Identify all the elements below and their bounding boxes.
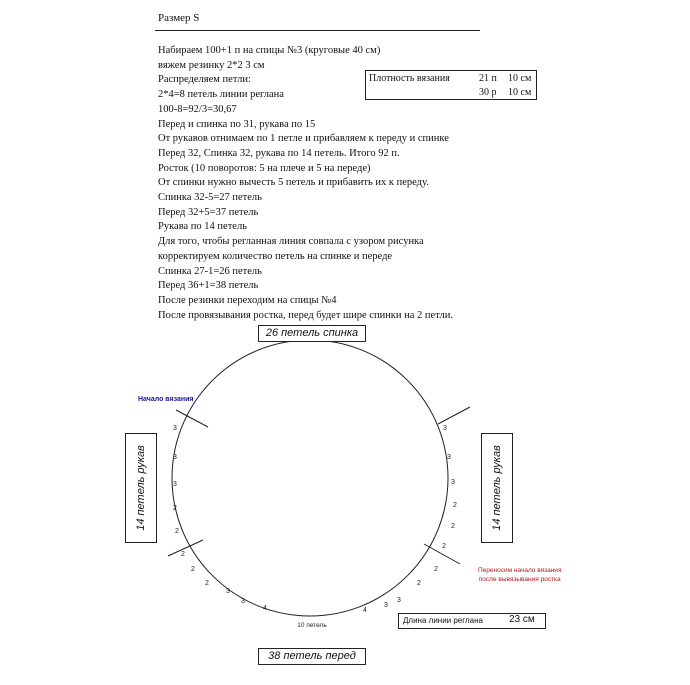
raglan-length-label: Длина линии реглана: [403, 616, 483, 625]
density-stitches: 21 п: [479, 73, 497, 84]
yoke-circle: [172, 340, 448, 616]
stitch-count-number: 2: [205, 580, 209, 587]
instruction-line: Перед 36+1=38 петель: [158, 280, 259, 292]
move-start-note: [478, 566, 561, 584]
density-height: 10 см: [508, 87, 532, 98]
stitch-count-number: 4: [263, 605, 267, 612]
instruction-line: От рукавов отнимаем по 1 петле и прибавляем к переду и спинке: [158, 133, 449, 145]
stitch-count-number: 2: [175, 528, 179, 535]
instruction-line: Спинка 32-5=27 петель: [158, 192, 262, 204]
right-sleeve-box: [481, 433, 513, 543]
stitch-count-number: 3: [173, 481, 177, 488]
move-start-line: после вывязывания ростка: [478, 576, 561, 583]
instruction-line: 2*4=8 петель линии реглана: [158, 89, 284, 101]
left-sleeve-label: 14 петель рукав: [135, 445, 147, 531]
stitch-count-number: 2: [451, 523, 455, 530]
raglan-length-value: 23 см: [509, 614, 535, 625]
right-sleeve-label: 14 петель рукав: [491, 445, 503, 531]
stitch-count-number: 3: [226, 588, 230, 595]
instruction-line: Спинка 27-1=26 петель: [158, 265, 262, 277]
raglan-length-box: [398, 613, 546, 629]
stitch-count-number: 4: [363, 607, 367, 614]
front-label: 38 петель перед: [258, 648, 366, 665]
stitch-count-number: 2: [434, 566, 438, 573]
left-sleeve-box: [125, 433, 157, 543]
back-label: 26 петель спинка: [258, 325, 366, 342]
stitch-count-number: 3: [173, 454, 177, 461]
instruction-line: Для того, чтобы регланная линия совпала с узором рисунка: [158, 236, 424, 248]
stitch-count-number: 3: [397, 597, 401, 604]
density-rows: 30 р: [479, 87, 497, 98]
stitch-count-numbers: [173, 425, 457, 614]
instruction-line: Перед 32, Спинка 32, рукава по 14 петель. Итого 92 п.: [158, 147, 400, 159]
stitch-count-number: 2: [181, 551, 185, 558]
instruction-line: Перед 32+5=37 петель: [158, 206, 259, 218]
instruction-line: Набираем 100+1 п на спицы №3 (круговые 40 см): [158, 45, 381, 56]
raglan-line-bottom-left: [168, 540, 203, 556]
stitch-count-number: 2: [417, 580, 421, 587]
instruction-line: Росток (10 поворотов: 5 на плече и 5 на переде): [158, 162, 371, 174]
instruction-line: корректируем количество петель на спинке и переде: [158, 250, 393, 262]
instruction-line: Рукава по 14 петель: [158, 221, 247, 233]
stitch-count-number: 2: [442, 543, 446, 550]
density-width: 10 см: [508, 73, 532, 84]
instruction-line: Перед и спинка по 31, рукава по 15: [158, 118, 316, 130]
size-title: Размер S: [158, 12, 200, 24]
bottom-count-label: 10 петель: [297, 622, 327, 629]
stitch-count-number: 2: [173, 505, 177, 512]
instruction-line: Распределяем петли:: [158, 74, 251, 86]
stitch-count-number: 3: [173, 425, 177, 432]
stitch-count-number: 2: [191, 566, 195, 573]
move-start-line: Переносим начало вязания: [478, 567, 562, 574]
stitch-count-number: 2: [453, 502, 457, 509]
density-label: Плотность вязания: [369, 73, 450, 84]
raglan-line-top-right: [438, 407, 470, 424]
raglan-line-top-left: [176, 410, 208, 427]
stitch-count-number: 3: [384, 602, 388, 609]
stitch-count-number: 3: [447, 454, 451, 461]
instruction-line: После провязывания ростка, перед будет шире спинки на 2 петли.: [158, 309, 454, 321]
instruction-line: вяжем резинку 2*2 3 см: [158, 59, 265, 71]
instruction-line: 100-8=92/3=30,67: [158, 103, 237, 115]
instruction-line: После резинки переходим на спицы №4: [158, 294, 337, 306]
instruction-line: От спинки нужно вычесть 5 петель и прибавить их к переду.: [158, 177, 429, 189]
stitch-count-number: 3: [451, 479, 455, 486]
stitch-count-number: 3: [241, 598, 245, 605]
start-label: Начало вязания: [138, 396, 194, 403]
stitch-count-number: 3: [443, 425, 447, 432]
